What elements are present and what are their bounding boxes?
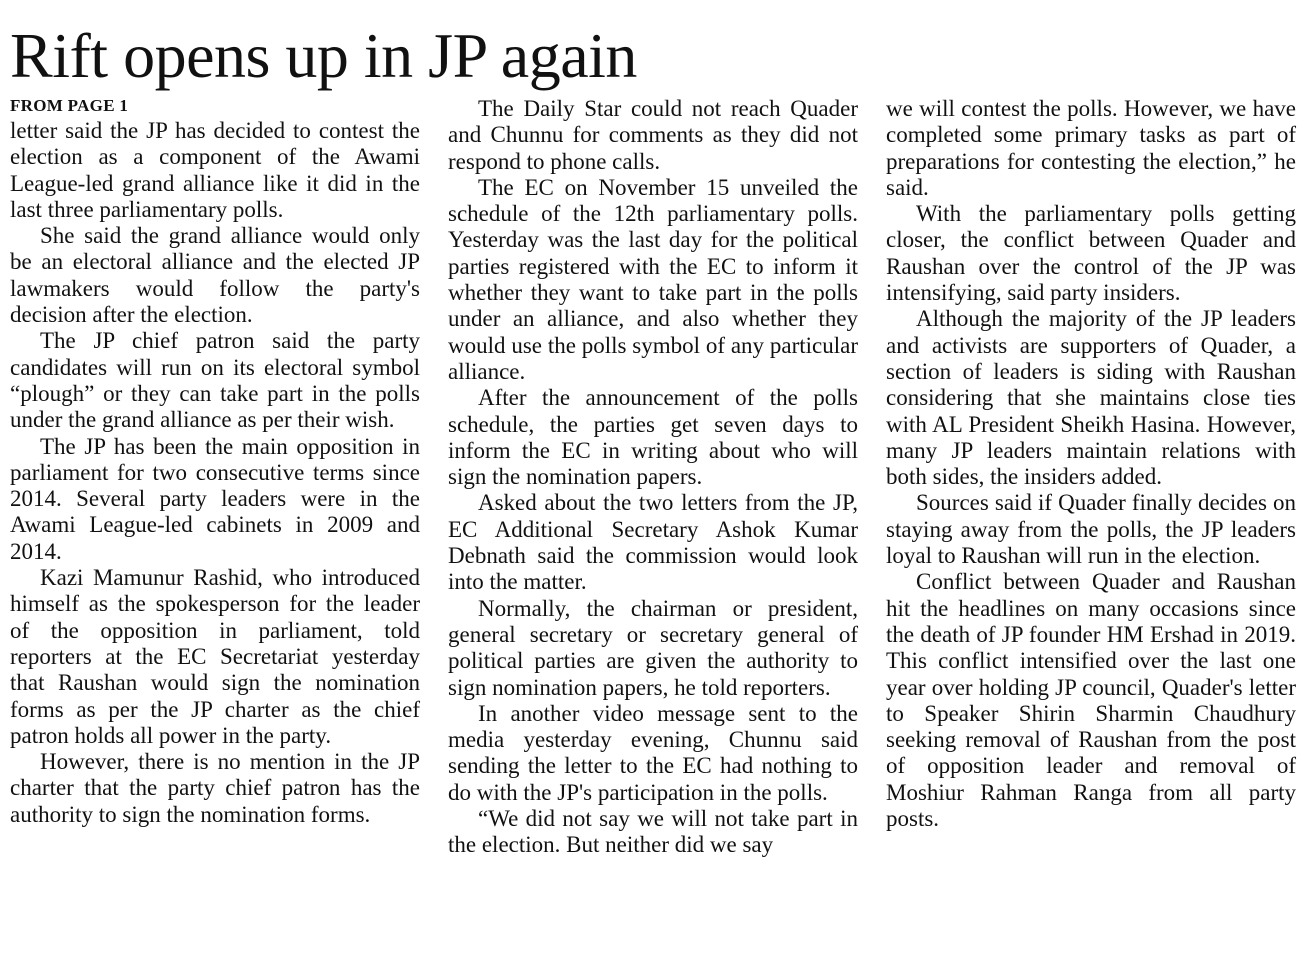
paragraph: With the parliamentary polls getting closer, the conflict between Quader and Raushan over the control of the JP was intensifying, said party insiders. [886,201,1296,306]
article-column-1 [10,96,420,828]
paragraph: Although the majority of the JP leaders and activists are supporters of Quader, a section of leaders is siding with Raushan considering that she maintains close ties with AL President Sheikh Hasina. However, many JP leaders maintain relations with both sides, the insiders added. [886,306,1296,490]
jump-line: FROM PAGE 1 [10,96,129,115]
article-column-2 [448,96,858,859]
paragraph: The EC on November 15 unveiled the schedule of the 12th parliamentary polls. Yesterday was the last day for the political parties registered with the EC to inform it whether they want to take part in the polls under an alliance, and also whether they would use the polls symbol of any particular alliance. [448,174,858,384]
paragraph: Kazi Mamunur Rashid, who introduced himself as the spokesperson for the leader of the opposition in parliament, told reporters at the EC Secretariat yesterday that Raushan would sign the nomination forms as per the JP charter as the chief patron holds all power in the party. [10,565,420,748]
paragraph: Sources said if Quader finally decides on staying away from the polls, the JP leaders loyal to Raushan will run in the election. [886,490,1296,569]
paragraph: In another video message sent to the media yesterday evening, Chunnu said sending the letter to the EC had nothing to do with the JP's participation in the polls. [448,700,858,805]
paragraph: The JP has been the main opposition in parliament for two consecutive terms since 2014. Several party leaders were in the Awami League-led cabinets in 2009 and 2014. [10,433,420,564]
paragraph: Asked about the two letters from the JP, EC Additional Secretary Ashok Kumar Debnath said the commission would look into the matter. [448,490,858,595]
paragraph: The JP chief patron said the party candidates will run on its electoral symbol “plough” or they can take part in the polls under the grand alliance as per their wish. [10,328,420,433]
paragraph: Conflict between Quader and Raushan hit the headlines on many occasions since the death of JP founder HM Ershad in 2019. This conflict intensified over the last one year over holding JP council, Quader's letter to Speaker Shirin Sharmin Chaudhury seeking removal of Raushan from the post of opposition leader and removal of Moshiur Rahman Ranga from all party posts. [886,569,1296,832]
headline: Rift opens up in JP again [10,20,637,91]
paragraph: letter said the JP has decided to contest the election as a component of the Awami League-led grand alliance like it did in the last three parliamentary polls. [10,118,420,222]
paragraph: we will contest the polls. However, we have completed some primary tasks as part of preparations for contesting the election,” he said. [886,96,1296,200]
paragraph: However, there is no mention in the JP charter that the party chief patron has the authority to sign the nomination forms. [10,749,420,827]
paragraph: After the announcement of the polls schedule, the parties get seven days to inform the EC in writing about who will sign the nomination papers. [448,385,858,490]
paragraph: The Daily Star could not reach Quader and Chunnu for comments as they did not respond to phone calls. [448,96,858,174]
article-column-3 [886,96,1296,832]
paragraph: “We did not say we will not take part in the election. But neither did we say [448,806,858,858]
paragraph: Normally, the chairman or president, general secretary or secretary general of political parties are given the authority to sign nomination papers, he told reporters. [448,595,858,700]
paragraph: She said the grand alliance would only be an electoral alliance and the elected JP lawmakers would follow the party's decision after the election. [10,223,420,328]
